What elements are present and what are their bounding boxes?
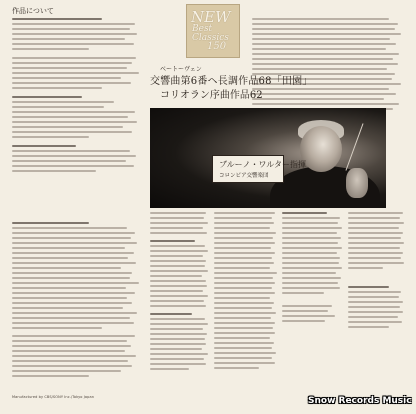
new-best-classics-logo [186, 4, 240, 58]
column-left-bottom [12, 222, 140, 380]
shop-watermark: Snow Records Music [308, 396, 412, 406]
column-right-top [252, 18, 404, 118]
sub-work-title: コリオラン序曲作品62 [160, 90, 263, 101]
composer-name: ベートーヴェン [160, 66, 202, 73]
column-left-top [12, 18, 140, 175]
main-work-title: 交響曲第6番ヘ長調作品68「田園」 [150, 76, 313, 87]
column-middle-1 [150, 212, 210, 373]
logo-line-2: Best Classics [192, 24, 229, 43]
column-middle-2 [214, 212, 278, 372]
performer-caption [212, 155, 306, 183]
column-right-bottom [348, 212, 406, 331]
section-title: 作品について [12, 7, 54, 15]
logo-line-1: NEW [191, 8, 231, 26]
conductor-credit: ブルーノ・ワルター指揮 [219, 160, 306, 169]
logo-line-3: 150 [207, 41, 227, 52]
manufacturer-line: Manufactured by CBS/SONY Inc./Tokyo Japan [12, 395, 95, 399]
column-middle-3 [282, 212, 344, 325]
orchestra-credit: コロンビア交響楽団 [219, 173, 269, 179]
